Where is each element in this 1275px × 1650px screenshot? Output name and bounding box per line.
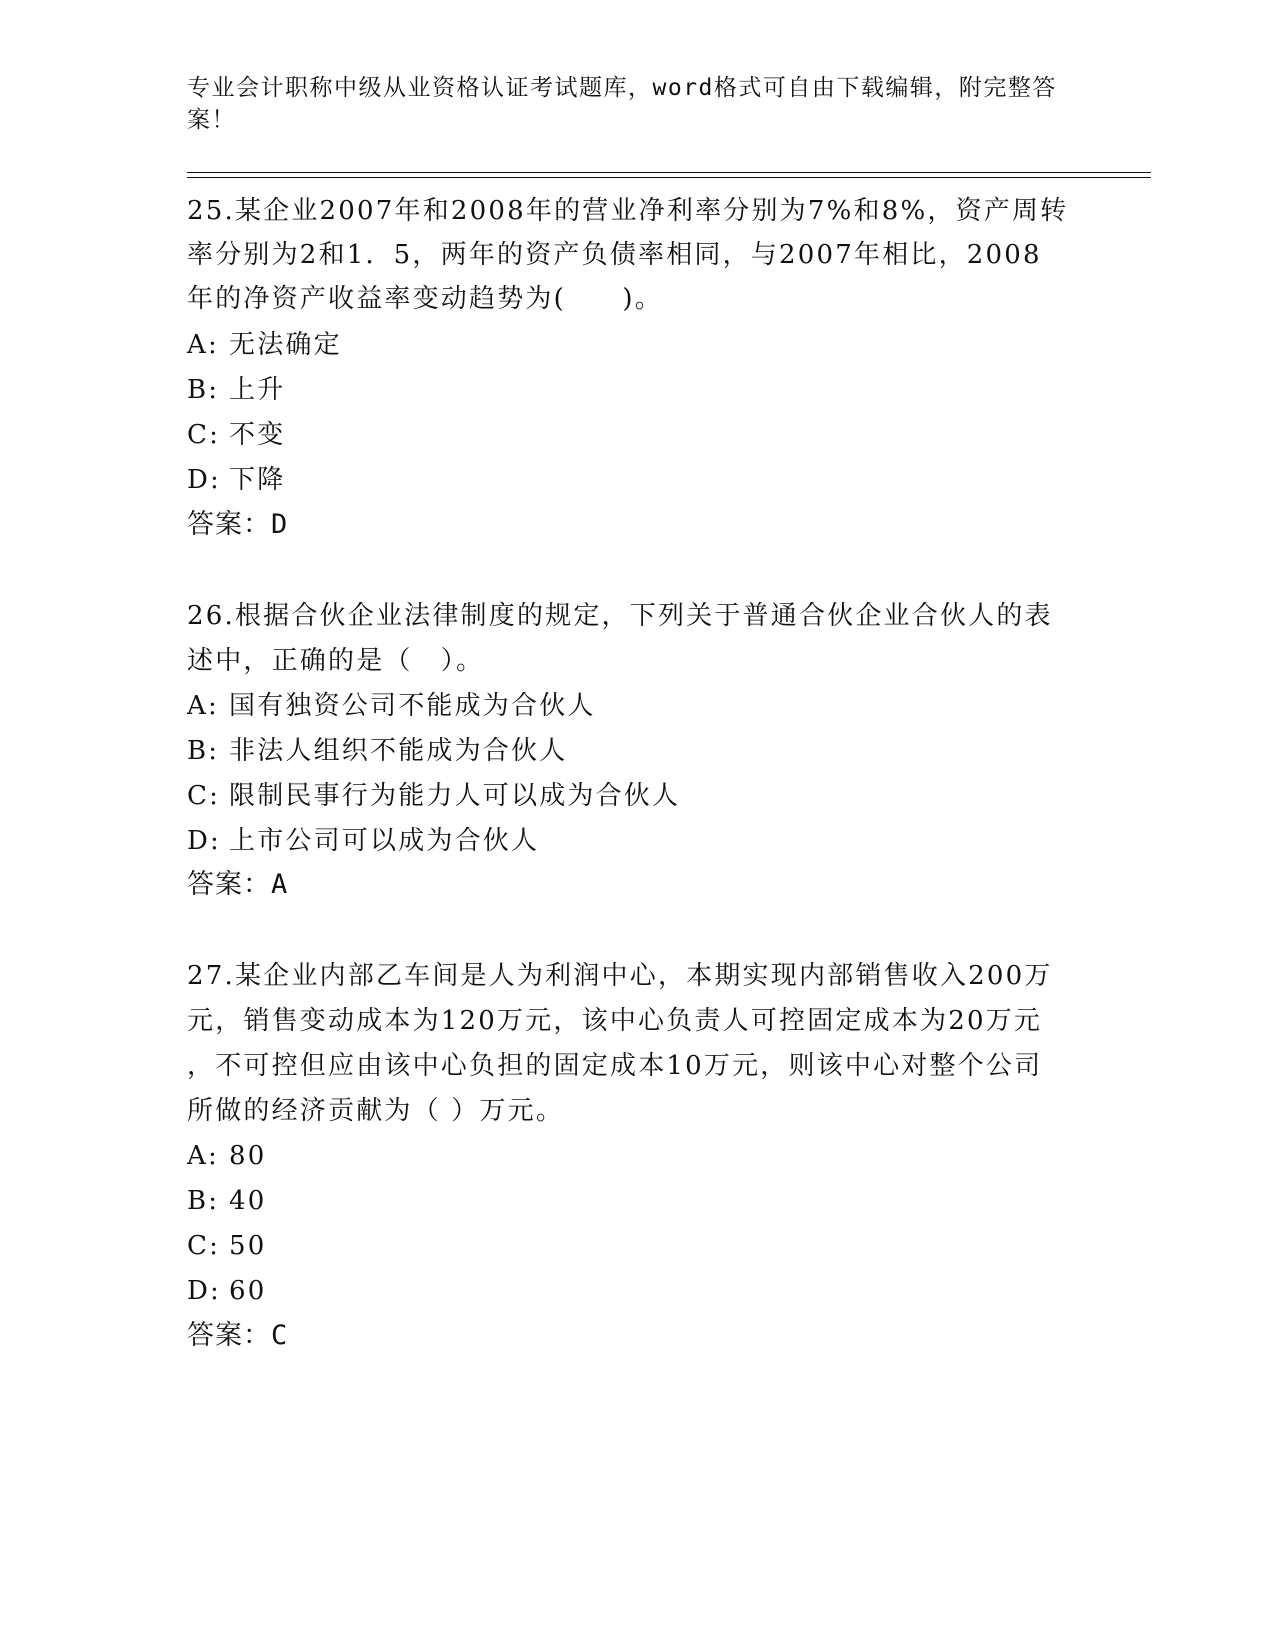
option-text: 上升 [229, 375, 286, 405]
option-text: 不变 [229, 420, 286, 450]
question-27-line-4: 所做的经济贡献为（ ）万元。 [187, 1096, 565, 1126]
answer-value: A [271, 869, 289, 900]
question-26-line-2: 述中，正确的是（ ）。 [187, 646, 485, 676]
question-27-line-3: ，不可控但应由该中心负担的固定成本10万元，则该中心对整个公司 [187, 1051, 1043, 1081]
option-letter: A: [187, 330, 219, 360]
question-26-option-d [187, 825, 539, 857]
question-25-option-c [187, 419, 285, 451]
question-27-option-c [187, 1230, 266, 1262]
option-text: 80 [229, 1141, 267, 1171]
option-text: 下降 [229, 465, 286, 495]
question-25-line-1: 25.某企业2007年和2008年的营业净利率分别为7%和8%，资产周转 [187, 196, 1069, 226]
question-27-line-1: 27.某企业内部乙车间是人为利润中心，本期实现内部销售收入200万 [187, 961, 1053, 991]
answer-label: 答案： [187, 869, 271, 900]
question-26-answer [187, 869, 288, 901]
question-27-option-b [187, 1185, 266, 1217]
option-letter: C: [187, 781, 221, 811]
header-line-1: 专业会计职称中级从业资格认证考试题库，word格式可自由下载编辑，附完整答 [187, 75, 1057, 101]
option-letter: D: [187, 1276, 222, 1306]
question-27-line-2: 元，销售变动成本为120万元，该中心负责人可控固定成本为20万元 [187, 1006, 1043, 1036]
question-25-option-b [187, 374, 285, 406]
option-text: 50 [229, 1231, 267, 1261]
option-text: 限制民事行为能力人可以成为合伙人 [229, 781, 681, 811]
header-rule-top [187, 172, 1151, 173]
question-25-line-2: 率分别为2和1．5，两年的资产负债率相同，与2007年相比，2008 [187, 240, 1042, 270]
question-27-option-d [187, 1275, 266, 1307]
question-25-option-a [187, 329, 342, 361]
question-26-option-b [187, 735, 567, 767]
option-text: 上市公司可以成为合伙人 [229, 826, 540, 856]
answer-value: D [271, 509, 289, 540]
question-26-option-c [187, 780, 680, 812]
question-26-line-1: 26.根据合伙企业法律制度的规定，下列关于普通合伙企业合伙人的表 [187, 601, 1053, 631]
answer-label: 答案： [187, 509, 271, 540]
option-letter: B: [187, 375, 220, 405]
option-letter: D: [187, 826, 222, 856]
question-25-answer [187, 509, 288, 541]
option-text: 40 [229, 1186, 267, 1216]
option-letter: B: [187, 1186, 220, 1216]
option-letter: C: [187, 420, 221, 450]
question-25-option-d [187, 464, 285, 496]
header-rule-bottom [187, 177, 1151, 178]
option-text: 60 [229, 1276, 267, 1306]
question-27-option-a [187, 1140, 266, 1172]
option-text: 国有独资公司不能成为合伙人 [229, 691, 596, 721]
header-line-2: 案！ [187, 107, 236, 133]
question-27-answer [187, 1320, 288, 1352]
question-26-option-a [187, 690, 596, 722]
option-letter: A: [187, 691, 219, 721]
option-letter: A: [187, 1141, 219, 1171]
option-text: 非法人组织不能成为合伙人 [229, 736, 568, 766]
answer-label: 答案： [187, 1320, 271, 1351]
option-letter: B: [187, 736, 220, 766]
question-25-line-3: 年的净资产收益率变动趋势为( )。 [187, 284, 663, 314]
answer-value: C [271, 1320, 289, 1351]
option-letter: D: [187, 465, 222, 495]
option-letter: C: [187, 1231, 221, 1261]
option-text: 无法确定 [229, 330, 342, 360]
